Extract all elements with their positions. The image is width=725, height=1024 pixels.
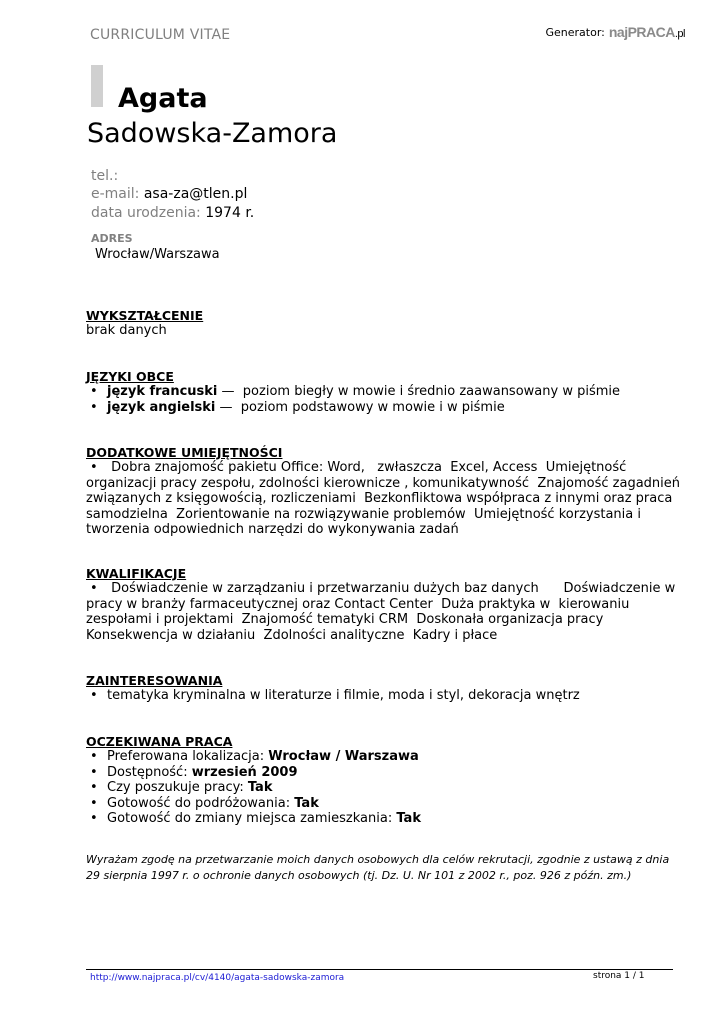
name-accent-bar — [91, 65, 103, 107]
footer-url-link[interactable]: http://www.najpraca.pl/cv/4140/agata-sadowska-zamora — [90, 973, 345, 983]
language-name: język angielski — [107, 399, 216, 415]
languages-list — [86, 384, 686, 415]
job-label: Dostępność: — [107, 764, 192, 780]
job-label: Preferowana lokalizacja: — [107, 749, 269, 764]
generator-label: Generator: — [545, 25, 605, 39]
list-item — [86, 384, 686, 400]
list-item: • tematyka kryminalna w literaturze i filmie, moda i styl, dekoracja wnętrz — [86, 688, 686, 704]
job-label: Gotowość do zmiany miejsca zamieszkania: — [107, 811, 397, 826]
job-label: Gotowość do podróżowania: — [107, 795, 295, 811]
dob-value: 1974 r. — [205, 205, 255, 221]
email-label: e-mail: — [91, 186, 140, 202]
address-label: ADRES — [91, 232, 133, 245]
job-value: Wrocław / Warszawa — [268, 749, 419, 764]
bullet-icon: • — [90, 460, 98, 475]
contact-email — [91, 186, 247, 202]
list-item — [86, 749, 686, 765]
language-level: poziom biegły w mowie i średnio zaawansowany w piśmie — [242, 384, 620, 399]
bullet-icon: • — [90, 581, 98, 596]
qualification-item: Konsekwencja w działaniu — [86, 627, 260, 643]
education-heading: WYKSZTAŁCENIE — [86, 308, 204, 323]
language-name: język francuski — [107, 384, 218, 399]
dob-label: data urodzenia: — [91, 205, 201, 221]
education-section — [86, 308, 686, 339]
languages-heading: JĘZYKI OBCE — [86, 369, 174, 384]
qualification-item: Doskonała organizacja pracy — [416, 612, 608, 627]
education-text: brak danych — [86, 323, 167, 338]
languages-section — [86, 369, 686, 415]
skill-item: Dobra znajomość pakietu Office: Word, zwłaszcza Excel, Access — [111, 460, 542, 475]
address-value: Wrocław/Warszawa — [95, 247, 220, 262]
page-number: strona 1 / 1 — [593, 971, 645, 981]
list-item — [86, 811, 686, 827]
contact-dob — [91, 205, 254, 221]
list-item — [86, 780, 686, 796]
expected-job-section — [86, 734, 686, 827]
skill-item: Umiejętność organizacji pracy zespołu, zdolności kierownicze , komunikatywność — [86, 460, 631, 491]
job-label: Czy poszukuje pracy: — [107, 780, 248, 795]
list-item — [86, 796, 686, 812]
document-type-title: CURRICULUM VITAE — [90, 27, 231, 43]
qualifications-heading: KWALIFIKACJE — [86, 566, 187, 581]
skill-item: Bezkonfliktowa współpraca z innymi oraz praca samodzielna — [86, 491, 677, 522]
qualifications-section — [86, 566, 686, 643]
footer-divider — [86, 969, 673, 970]
first-name: Agata — [118, 83, 208, 114]
language-separator: — — [217, 384, 239, 399]
qualification-item: Doświadczenie w pracy w branży farmaceutycznej oraz Contact Center — [86, 581, 680, 612]
email-value[interactable]: asa-za@tlen.pl — [143, 186, 248, 202]
logo-brand: najPRACA — [608, 24, 675, 40]
tel-label: tel.: — [91, 168, 119, 184]
najpraca-logo[interactable] — [609, 24, 685, 40]
last-name: Sadowska-Zamora — [87, 118, 338, 149]
interests-heading: ZAINTERESOWANIA — [86, 673, 223, 688]
qualifications-paragraph — [86, 581, 686, 643]
skills-heading: DODATKOWE UMIEJĘTNOŚCI — [86, 445, 283, 460]
qualification-item: Doświadczenie w zarządzaniu i przetwarzaniu dużych baz danych — [111, 581, 560, 596]
language-separator: — — [215, 399, 237, 415]
job-value: Tak — [294, 795, 319, 811]
expected-job-heading: OCZEKIWANA PRACA — [86, 734, 233, 749]
logo-domain: .pl — [674, 28, 685, 40]
skill-item: Znajomość zagadnień związanych z księgowością, rozliczeniami — [86, 475, 685, 506]
qualification-item: Znajomość tematyki CRM — [241, 612, 413, 627]
job-value: wrzesień 2009 — [191, 764, 298, 780]
generator-credit — [545, 24, 685, 40]
contact-tel — [91, 168, 118, 184]
data-consent-clause: Wyrażam zgodę na przetwarzanie moich danych osobowych dla celów rekrutacji, zgodnie z ustawą z dnia 29 sierpnia 1997 r. o ochronie danych osobowych (tj. Dz. U. Nr 101 z 2002 r., poz. 926 z późn. zm.) — [86, 853, 670, 882]
language-level: poziom podstawowy w mowie i w piśmie — [240, 399, 505, 415]
skill-item: Umiejętność korzystania i tworzenia odpowiednich narzędzi do wykonywania zadań — [86, 506, 646, 537]
skills-paragraph — [86, 460, 686, 538]
job-value: Tak — [247, 780, 273, 795]
qualification-item: Duża praktyka w kierowaniu zespołami i projektami — [86, 596, 634, 627]
skill-item: Zorientowanie na rozwiązywanie problemów — [176, 506, 470, 522]
interests-section — [86, 673, 686, 704]
expected-job-list — [86, 749, 686, 827]
job-value: Tak — [396, 811, 421, 826]
list-item — [86, 400, 686, 416]
skills-section — [86, 445, 686, 538]
list-item — [86, 765, 686, 781]
interests-list — [86, 688, 686, 704]
qualification-item: Zdolności analityczne — [263, 627, 409, 643]
qualification-item: Kadry i płace — [412, 627, 498, 643]
